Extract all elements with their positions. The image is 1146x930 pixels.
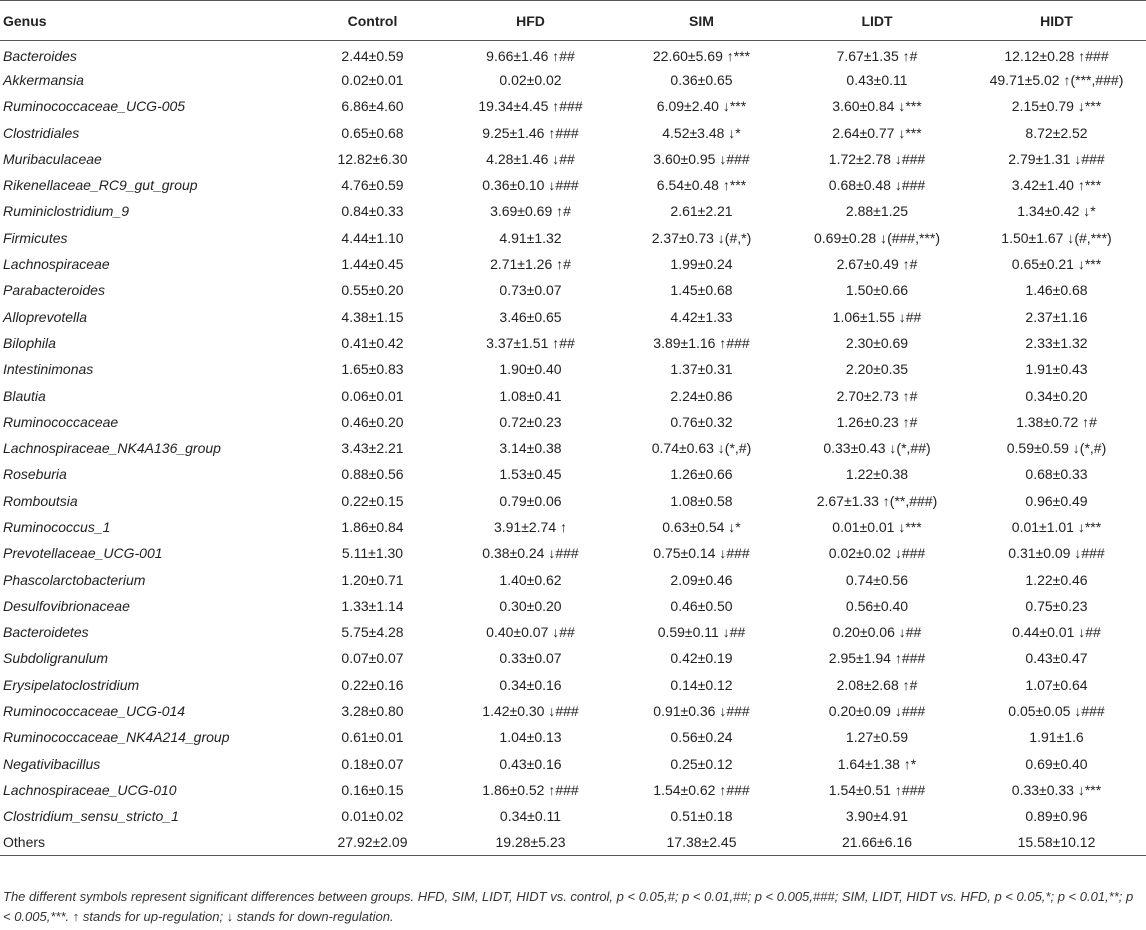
hidt-value-cell: 0.68±0.33 (1025, 466, 1088, 483)
control-value-cell: 0.01±0.02 (341, 808, 404, 825)
table-row (0, 619, 1146, 645)
control-value-cell: 0.02±0.01 (341, 71, 404, 88)
sim-value-cell: 0.75±0.14 ↓### (653, 545, 750, 562)
table-row (0, 277, 1146, 303)
lidt-value-cell: 0.20±0.06 ↓## (832, 624, 922, 641)
lidt-value-cell: 2.08±2.68 ↑# (836, 676, 918, 693)
hfd-value-cell: 3.69±0.69 ↑# (490, 203, 571, 220)
table-footnote: The different symbols represent significant differences between groups. HFD, SIM, LIDT, HIDT vs. control, p < 0.05,#; p < 0.01,##; p < 0.005,###; SIM, LIDT, HIDT vs. HFD, p < 0.05,*; p < 0.01,**; p < 0.005,***. ↑ stands for up-regulation; ↓ stands for down-regulation. (3, 889, 1134, 924)
control-value-cell: 0.41±0.42 (341, 334, 404, 351)
genus-name-cell: Prevotellaceae_UCG-001 (3, 545, 163, 562)
hidt-value-cell: 1.50±1.67 ↓(#,***) (1001, 229, 1112, 246)
hfd-value-cell: 1.08±0.41 (499, 387, 562, 404)
header-hfd: HFD (445, 1, 616, 41)
control-value-cell: 0.07±0.07 (341, 650, 404, 667)
control-value-cell: 5.75±4.28 (341, 624, 404, 641)
table-row (0, 593, 1146, 619)
hidt-value-cell: 0.43±0.47 (1025, 650, 1088, 667)
sim-value-cell: 0.59±0.11 ↓## (657, 624, 746, 641)
lidt-value-cell: 3.90±4.91 (845, 808, 909, 825)
table-row (0, 514, 1146, 540)
table-row (0, 566, 1146, 592)
hfd-value-cell: 0.38±0.24 ↓### (482, 545, 579, 562)
lidt-value-cell: 0.02±0.02 ↓### (828, 545, 926, 562)
table-row (0, 198, 1146, 224)
hfd-value-cell: 3.14±0.38 (499, 440, 562, 457)
lidt-value-cell: 0.43±0.11 (846, 71, 908, 88)
hidt-value-cell: 0.75±0.23 (1025, 597, 1088, 614)
lidt-value-cell: 1.54±0.51 ↑### (828, 781, 926, 798)
control-value-cell: 0.61±0.01 (341, 729, 404, 746)
genus-name-cell: Ruminococcus_1 (3, 518, 111, 535)
control-value-cell: 3.43±2.21 (341, 440, 404, 457)
control-value-cell: 0.06±0.01 (341, 387, 404, 404)
control-value-cell: 2.44±0.59 (341, 47, 404, 64)
table-body (0, 41, 1146, 856)
genus-name-cell: Firmicutes (3, 229, 68, 246)
control-value-cell: 1.33±1.14 (341, 597, 404, 614)
hfd-value-cell: 1.42±0.30 ↓### (482, 703, 579, 720)
hfd-value-cell: 19.28±5.23 (445, 829, 616, 855)
sim-value-cell: 3.60±0.95 ↓### (653, 150, 750, 167)
header-hidt: HIDT (967, 1, 1146, 41)
lidt-value-cell: 1.27±0.59 (845, 729, 909, 746)
control-value-cell: 0.65±0.68 (341, 124, 404, 141)
table-row (0, 672, 1146, 698)
lidt-value-cell: 1.64±1.38 ↑* (837, 755, 917, 772)
lidt-value-cell: 1.22±0.38 (845, 466, 909, 483)
sim-value-cell: 0.56±0.24 (670, 729, 733, 746)
hidt-value-cell: 0.65±0.21 ↓*** (1011, 256, 1102, 273)
sim-value-cell: 0.14±0.12 (670, 676, 733, 693)
table-row (0, 435, 1146, 461)
hidt-value-cell: 0.59±0.59 ↓(*,#) (1006, 440, 1107, 457)
hfd-value-cell: 0.34±0.16 (499, 676, 562, 693)
table-row (0, 724, 1146, 750)
sim-value-cell: 0.51±0.18 (670, 808, 733, 825)
hidt-value-cell: 8.72±2.52 (1025, 124, 1088, 141)
table-row (0, 409, 1146, 435)
table-row (0, 225, 1146, 251)
control-value-cell: 0.22±0.16 (341, 676, 404, 693)
table-row (0, 41, 1146, 67)
genus-name-cell: Negativibacillus (3, 755, 101, 772)
genus-name-cell: Lachnospiraceae_UCG-010 (3, 781, 177, 798)
table-row (0, 172, 1146, 198)
lidt-value-cell: 21.66±6.16 (787, 829, 967, 855)
genus-name-cell: Alloprevotella (3, 308, 88, 325)
hfd-value-cell: 1.53±0.45 (499, 466, 562, 483)
hidt-value-cell: 3.42±1.40 ↑*** (1011, 177, 1102, 194)
sim-value-cell: 4.52±3.48 ↓* (662, 124, 741, 141)
table-row (0, 751, 1146, 777)
hidt-value-cell: 0.01±1.01 ↓*** (1011, 518, 1102, 535)
hfd-value-cell: 0.43±0.16 (499, 755, 562, 772)
control-value-cell: 27.92±2.09 (300, 829, 445, 855)
sim-value-cell: 0.74±0.63 ↓(*,#) (651, 440, 752, 457)
control-value-cell: 1.20±0.71 (341, 571, 404, 588)
lidt-value-cell: 2.30±0.69 (845, 334, 909, 351)
table-row (0, 356, 1146, 382)
table-row (0, 777, 1146, 803)
genus-name-cell: Clostridium_sensu_stricto_1 (3, 808, 179, 825)
table-row (0, 829, 1146, 855)
hidt-value-cell: 1.34±0.42 ↓* (1017, 203, 1096, 220)
hidt-value-cell: 1.91±1.6 (1029, 729, 1084, 746)
hidt-value-cell: 0.96±0.49 (1025, 492, 1088, 509)
genus-name-cell: Ruminococcaceae (3, 413, 119, 430)
hfd-value-cell: 1.40±0.62 (499, 571, 562, 588)
table-row (0, 488, 1146, 514)
genus-name-cell: Others (0, 829, 300, 855)
lidt-value-cell: 2.70±2.73 ↑# (836, 387, 918, 404)
hfd-value-cell: 0.73±0.07 (499, 282, 562, 299)
hfd-value-cell: 0.34±0.11 (499, 808, 562, 825)
control-value-cell: 1.44±0.45 (341, 256, 404, 273)
genus-name-cell: Lachnospiraceae (3, 256, 110, 273)
header-lidt: LIDT (787, 1, 967, 41)
sim-value-cell: 2.61±2.21 (670, 203, 733, 220)
control-value-cell: 3.28±0.80 (341, 703, 404, 720)
hidt-value-cell: 0.89±0.96 (1025, 808, 1088, 825)
hfd-value-cell: 9.66±1.46 ↑## (486, 47, 575, 64)
control-value-cell: 6.86±4.60 (341, 98, 404, 115)
lidt-value-cell: 0.56±0.40 (845, 597, 909, 614)
lidt-value-cell: 1.72±2.78 ↓### (828, 150, 926, 167)
hfd-value-cell: 1.90±0.40 (499, 361, 562, 378)
lidt-value-cell: 1.26±0.23 ↑# (836, 413, 918, 430)
sim-value-cell: 0.25±0.12 (670, 755, 733, 772)
genus-name-cell: Erysipelatoclostridium (3, 676, 140, 693)
sim-value-cell: 2.37±0.73 ↓(#,*) (651, 229, 752, 246)
hidt-value-cell: 0.31±0.09 ↓### (1008, 545, 1105, 562)
hidt-value-cell: 1.38±0.72 ↑# (1016, 413, 1097, 430)
hidt-value-cell: 2.15±0.79 ↓*** (1011, 98, 1102, 115)
sim-value-cell: 2.24±0.86 (670, 387, 733, 404)
hfd-value-cell: 4.28±1.46 ↓## (486, 150, 575, 167)
header-row (0, 1, 1146, 41)
genus-name-cell: Muribaculaceae (3, 150, 102, 167)
genus-name-cell: Clostridiales (3, 124, 80, 141)
hidt-value-cell: 0.05±0.05 ↓### (1008, 703, 1105, 720)
hidt-value-cell: 2.37±1.16 (1025, 308, 1088, 325)
lidt-value-cell: 0.01±0.01 ↓*** (832, 518, 922, 535)
lidt-value-cell: 2.67±0.49 ↑# (836, 256, 918, 273)
control-value-cell: 0.88±0.56 (341, 466, 404, 483)
hfd-value-cell: 2.71±1.26 ↑# (490, 256, 571, 273)
hidt-value-cell: 1.22±0.46 (1025, 571, 1088, 588)
hfd-value-cell: 9.25±1.46 ↑### (482, 124, 579, 141)
control-value-cell: 4.38±1.15 (341, 308, 404, 325)
genus-name-cell: Rikenellaceae_RC9_gut_group (3, 177, 198, 194)
table-row (0, 461, 1146, 487)
sim-value-cell: 0.42±0.19 (670, 650, 733, 667)
table-row (0, 698, 1146, 724)
hidt-value-cell: 1.91±0.43 (1025, 361, 1088, 378)
control-value-cell: 0.18±0.07 (341, 755, 404, 772)
hidt-value-cell: 15.58±10.12 (967, 829, 1146, 855)
genus-name-cell: Roseburia (3, 466, 67, 483)
lidt-value-cell: 1.06±1.55 ↓## (832, 308, 922, 325)
hfd-value-cell: 0.40±0.07 ↓## (486, 624, 575, 641)
control-value-cell: 0.22±0.15 (341, 492, 404, 509)
sim-value-cell: 1.99±0.24 (670, 256, 733, 273)
hidt-value-cell: 49.71±5.02 ↑(***,###) (989, 71, 1124, 88)
lidt-value-cell: 1.50±0.66 (845, 282, 909, 299)
sim-value-cell: 0.76±0.32 (670, 413, 733, 430)
control-value-cell: 5.11±1.30 (341, 545, 404, 562)
table-row (0, 382, 1146, 408)
genus-name-cell: Ruminococcaceae_UCG-014 (3, 703, 186, 720)
lidt-value-cell: 2.88±1.25 (845, 203, 909, 220)
genus-name-cell: Bilophila (3, 334, 56, 351)
sim-value-cell: 3.89±1.16 ↑### (653, 334, 750, 351)
control-value-cell: 0.46±0.20 (341, 413, 404, 430)
genus-name-cell: Bacteroidetes (3, 624, 89, 641)
control-value-cell: 0.55±0.20 (341, 282, 404, 299)
sim-value-cell: 6.54±0.48 ↑*** (656, 177, 747, 194)
sim-value-cell: 1.37±0.31 (670, 361, 733, 378)
hfd-value-cell: 0.33±0.07 (499, 650, 562, 667)
hfd-value-cell: 3.91±2.74 ↑ (493, 518, 568, 535)
lidt-value-cell: 0.74±0.56 (845, 571, 909, 588)
lidt-value-cell: 2.95±1.94 ↑### (828, 650, 926, 667)
table-row (0, 93, 1146, 119)
sim-value-cell: 22.60±5.69 ↑*** (652, 47, 751, 64)
lidt-value-cell: 0.33±0.43 ↓(*,##) (823, 440, 931, 457)
genus-name-cell: Subdoligranulum (3, 650, 109, 667)
hfd-value-cell: 0.30±0.20 (499, 597, 562, 614)
header-sim: SIM (616, 1, 787, 41)
lidt-value-cell: 0.69±0.28 ↓(###,***) (814, 229, 940, 246)
sim-value-cell: 1.54±0.62 ↑### (653, 781, 750, 798)
hidt-value-cell: 0.34±0.20 (1025, 387, 1088, 404)
hidt-value-cell: 2.79±1.31 ↓### (1008, 150, 1105, 167)
control-value-cell: 12.82±6.30 (337, 150, 408, 167)
sim-value-cell: 6.09±2.40 ↓*** (656, 98, 747, 115)
hidt-value-cell: 1.07±0.64 (1025, 676, 1088, 693)
hfd-value-cell: 0.79±0.06 (499, 492, 562, 509)
hfd-value-cell: 0.02±0.02 (499, 71, 562, 88)
lidt-value-cell: 2.67±1.33 ↑(**,###) (816, 492, 938, 509)
hfd-value-cell: 1.04±0.13 (499, 729, 562, 746)
hidt-value-cell: 1.46±0.68 (1025, 282, 1088, 299)
sim-value-cell: 1.45±0.68 (670, 282, 733, 299)
control-value-cell: 1.65±0.83 (341, 361, 404, 378)
lidt-value-cell: 7.67±1.35 ↑# (836, 47, 918, 64)
lidt-value-cell: 0.68±0.48 ↓### (828, 177, 926, 194)
genus-name-cell: Intestinimonas (3, 361, 94, 378)
table-row (0, 67, 1146, 93)
genus-name-cell: Blautia (3, 387, 46, 404)
genus-name-cell: Parabacteroides (3, 282, 105, 299)
header-control: Control (300, 1, 445, 41)
table-row (0, 119, 1146, 145)
table-row (0, 330, 1146, 356)
hfd-value-cell: 19.34±4.45 ↑### (478, 98, 583, 115)
hfd-value-cell: 1.86±0.52 ↑### (482, 781, 579, 798)
hidt-value-cell: 0.33±0.33 ↓*** (1011, 781, 1102, 798)
control-value-cell: 0.16±0.15 (341, 781, 404, 798)
sim-value-cell: 0.36±0.65 (670, 71, 733, 88)
sim-value-cell: 0.91±0.36 ↓### (653, 703, 750, 720)
lidt-value-cell: 2.64±0.77 ↓*** (832, 124, 922, 141)
hfd-value-cell: 0.72±0.23 (499, 413, 562, 430)
table-row (0, 645, 1146, 671)
genus-name-cell: Lachnospiraceae_NK4A136_group (3, 440, 221, 457)
hidt-value-cell: 0.44±0.01 ↓## (1012, 624, 1101, 641)
genus-name-cell: Romboutsia (3, 492, 78, 509)
genus-name-cell: Ruminococcaceae_UCG-005 (3, 98, 186, 115)
genus-name-cell: Ruminococcaceae_NK4A214_group (3, 729, 230, 746)
lidt-value-cell: 3.60±0.84 ↓*** (832, 98, 922, 115)
control-value-cell: 1.86±0.84 (341, 518, 404, 535)
hfd-value-cell: 4.91±1.32 (499, 229, 562, 246)
table-row (0, 303, 1146, 329)
hfd-value-cell: 0.36±0.10 ↓### (482, 177, 579, 194)
sim-value-cell: 0.46±0.50 (670, 597, 733, 614)
genus-name-cell: Bacteroides (3, 47, 77, 64)
hfd-value-cell: 3.46±0.65 (499, 308, 562, 325)
lidt-value-cell: 0.20±0.09 ↓### (828, 703, 926, 720)
sim-value-cell: 1.26±0.66 (670, 466, 733, 483)
genus-name-cell: Desulfovibrionaceae (3, 597, 130, 614)
hidt-value-cell: 0.69±0.40 (1025, 755, 1088, 772)
table-header (0, 1, 1146, 41)
lidt-value-cell: 2.20±0.35 (845, 361, 909, 378)
header-genus: Genus (0, 1, 300, 41)
hfd-value-cell: 3.37±1.51 ↑## (486, 334, 575, 351)
hidt-value-cell: 2.33±1.32 (1025, 334, 1088, 351)
control-value-cell: 0.84±0.33 (341, 203, 404, 220)
genus-name-cell: Phascolarctobacterium (3, 571, 146, 588)
table-row (0, 146, 1146, 172)
genus-name-cell: Ruminiclostridium_9 (3, 203, 130, 220)
table-row (0, 540, 1146, 566)
control-value-cell: 4.76±0.59 (341, 177, 404, 194)
sim-value-cell: 1.08±0.58 (670, 492, 733, 509)
table-row (0, 803, 1146, 829)
sim-value-cell: 0.63±0.54 ↓* (662, 518, 741, 535)
genus-name-cell: Akkermansia (3, 71, 84, 88)
table-row (0, 251, 1146, 277)
sim-value-cell: 2.09±0.46 (670, 571, 733, 588)
sim-value-cell: 4.42±1.33 (670, 308, 733, 325)
sim-value-cell: 17.38±2.45 (616, 829, 787, 855)
control-value-cell: 4.44±1.10 (341, 229, 404, 246)
hidt-value-cell: 12.12±0.28 ↑### (1004, 47, 1109, 64)
